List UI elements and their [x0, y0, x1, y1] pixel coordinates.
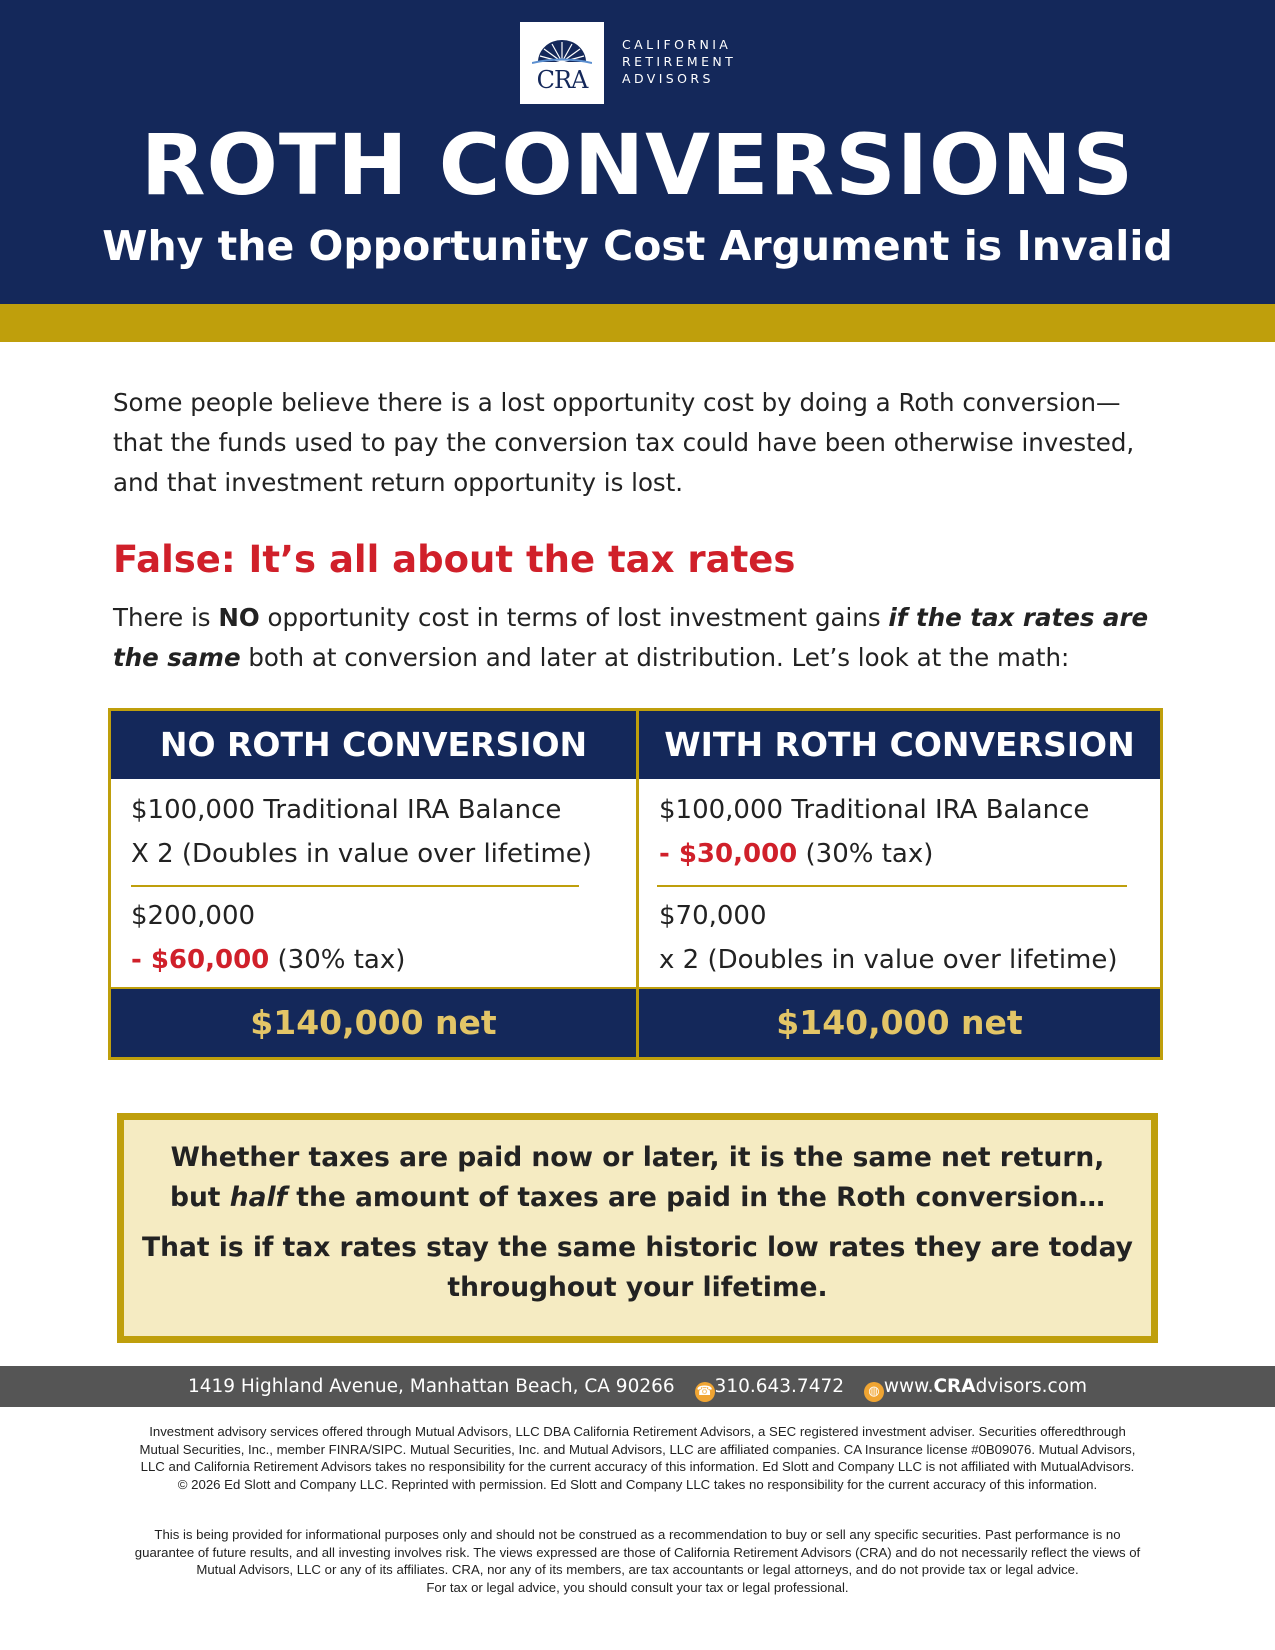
column-divider — [636, 711, 639, 1057]
footer-contact-bar — [0, 1366, 1275, 1407]
left-tax-rate: (30% tax) — [269, 945, 406, 975]
callout-text: but — [169, 1182, 230, 1213]
page-subtitle: Why the Opportunity Cost Argument is Invalid — [102, 222, 1173, 270]
right-tax-line — [659, 839, 933, 869]
disclaimer-line: guarantee of future results, and all investing involves risk. The views expressed are those of California Retirement Advisors (CRA) and do not necessarily reflect the views of — [134, 1544, 1141, 1560]
header-no-conversion: NO ROTH CONVERSION — [111, 711, 636, 779]
footer-phone[interactable]: 310.643.7472 — [714, 1376, 845, 1397]
intro-paragraph — [113, 383, 1173, 503]
footer-address: 1419 Highland Avenue, Manhattan Beach, CA 90266 — [187, 1376, 675, 1397]
para-bold: NO — [218, 603, 260, 632]
right-balance: $100,000 Traditional IRA Balance — [659, 795, 1090, 825]
callout-line: That is if tax rates stay the same historic low rates they are today — [142, 1232, 1133, 1263]
disclaimer-line: © 2026 Ed Slott and Company LLC. Reprinted with permission. Ed Slott and Company LLC takes no responsibility for the current accuracy of this information. — [177, 1476, 1098, 1492]
page-title: ROTH CONVERSIONS — [140, 116, 1135, 214]
header-with-conversion: WITH ROTH CONVERSION — [639, 711, 1160, 779]
gold-band — [0, 304, 1275, 342]
para-text: opportunity cost in terms of lost investment gains — [259, 603, 889, 632]
right-tax-amount: - $30,000 — [659, 839, 798, 869]
left-divider — [131, 885, 579, 887]
disclaimer-informational — [70, 1526, 1205, 1596]
logo-text: CRA — [536, 66, 588, 94]
web-bold: CRA — [933, 1376, 976, 1397]
right-net-total: $140,000 net — [639, 989, 1160, 1057]
right-subtotal: $70,000 — [659, 901, 767, 931]
callout-text: the amount of taxes are paid in the Roth conversion… — [287, 1182, 1106, 1213]
right-tax-rate: (30% tax) — [797, 839, 934, 869]
para-bold-italic: if the tax rates are — [888, 603, 1149, 632]
brand-line: RETIREMENT — [622, 54, 737, 69]
callout-line: Whether taxes are paid now or later, it is the same net return, — [170, 1142, 1105, 1173]
callout-italic: half — [229, 1182, 288, 1213]
intro-line: that the funds used to pay the conversion tax could have been otherwise invested, — [113, 428, 1135, 457]
globe-icon: ◍ — [864, 1382, 884, 1402]
callout-line: throughout your lifetime. — [447, 1272, 828, 1303]
disclaimer-line: Mutual Securities, Inc., member FINRA/SIPC. Mutual Securities, Inc. and Mutual Advisors, LLC are affiliated companies. CA Insurance license #0B09076. Mutual Advisors, — [139, 1441, 1136, 1457]
para-bold-italic: the same — [113, 643, 241, 672]
right-doubles: x 2 (Doubles in value over lifetime) — [659, 945, 1118, 975]
left-net-total: $140,000 net — [111, 989, 636, 1057]
disclaimer-line: Mutual Advisors, LLC or any of its affiliates. CRA, nor any of its members, are tax accountants or legal attorneys, and do not provide tax or legal advice. — [196, 1562, 1079, 1577]
callout-box — [117, 1113, 1158, 1343]
section-heading: False: It’s all about the tax rates — [113, 538, 796, 581]
para-text: both at conversion and later at distribution. Let’s look at the math: — [240, 643, 1070, 672]
brand-line: ADVISORS — [622, 71, 714, 86]
footer-website[interactable] — [884, 1376, 1087, 1397]
disclaimer-line: For tax or legal advice, you should consult your tax or legal professional. — [426, 1579, 849, 1595]
callout-line — [124, 1182, 1151, 1213]
comparison-table — [108, 708, 1163, 1060]
intro-line: Some people believe there is a lost opportunity cost by doing a Roth conversion— — [113, 388, 1121, 417]
disclaimer-line: Investment advisory services offered through Mutual Advisors, LLC DBA California Retirement Advisors, a SEC registered investment adviser. Securities offeredthrough — [149, 1424, 1126, 1439]
sunrise-icon — [532, 36, 592, 64]
section-paragraph — [113, 598, 1173, 678]
web-text: dvisors.com — [975, 1376, 1088, 1397]
intro-line: and that investment return opportunity is lost. — [113, 468, 684, 497]
disclaimer-line: LLC and California Retirement Advisors takes no responsibility for the current accuracy of this information. Ed Slott and Company LLC is not affiliated with MutualAdvisors. — [140, 1459, 1135, 1474]
brand-line: CALIFORNIA — [622, 37, 732, 52]
right-divider — [657, 885, 1127, 887]
brand-name — [622, 36, 736, 87]
left-tax-amount: - $60,000 — [131, 945, 270, 975]
cra-logo — [520, 22, 604, 104]
left-balance: $100,000 Traditional IRA Balance — [131, 795, 562, 825]
para-text: There is — [113, 603, 219, 632]
header-banner — [0, 0, 1275, 304]
disclaimer-advisory — [70, 1423, 1205, 1493]
disclaimer-line: This is being provided for informational purposes only and should not be construed as a recommendation to buy or sell any specific securities. Past performance is no — [154, 1527, 1121, 1542]
left-subtotal: $200,000 — [131, 901, 256, 931]
left-tax-line — [131, 945, 405, 975]
web-text: www. — [883, 1376, 934, 1397]
left-doubles: X 2 (Doubles in value over lifetime) — [131, 839, 592, 869]
phone-icon: ☎ — [695, 1382, 715, 1402]
